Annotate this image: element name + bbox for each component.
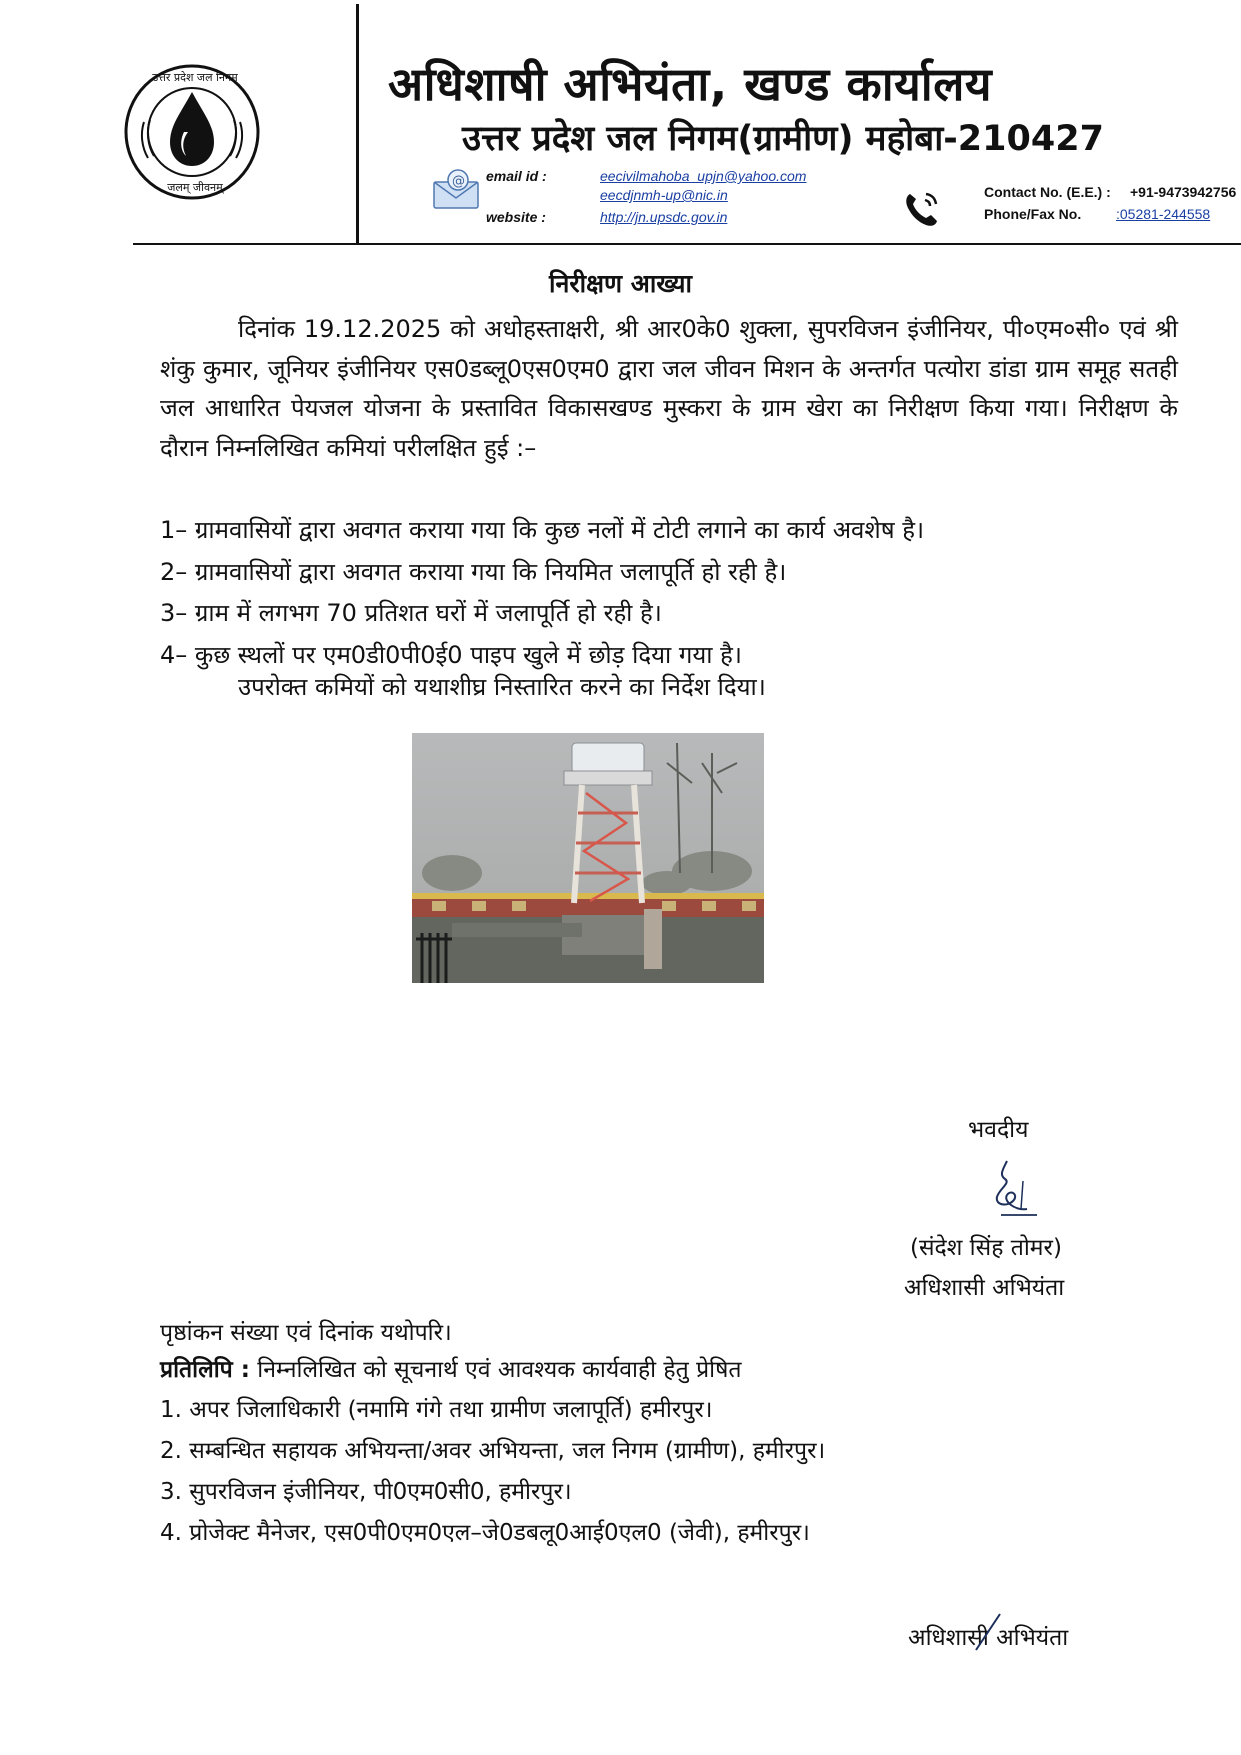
copy-recipient: 2. सम्बन्धित सहायक अभियन्ता/अवर अभियन्ता, जल निगम (ग्रामीण), हमीरपुर। — [160, 1438, 826, 1464]
email-icon — [430, 168, 482, 212]
finding-item: 3– ग्राम में लगभग 70 प्रतिशत घरों में जलापूर्ति हो रही है। — [160, 599, 662, 627]
signature — [985, 1155, 1055, 1225]
signatory-name: (संदेश सिंह तोमर) — [910, 1235, 1062, 1261]
footer-signature-mark — [972, 1612, 1002, 1652]
footer-designation: अधिशासी अभियंता — [908, 1625, 1069, 1651]
website-label: website : — [486, 209, 546, 225]
svg-text:@: @ — [452, 174, 465, 189]
copy-label: प्रतिलिपि : — [160, 1357, 250, 1383]
logo-top-text: उत्तर प्रदेश जल निगम — [152, 71, 238, 84]
signatory-designation: अधिशासी अभियंता — [904, 1275, 1065, 1301]
yours-faithfully: भवदीय — [968, 1117, 1029, 1143]
phone-label: Phone/Fax No. — [984, 206, 1082, 222]
logo-bottom-text: जलम् जीवनम् — [167, 181, 223, 194]
email-label: email id : — [486, 168, 547, 184]
phone-fax-number[interactable]: :05281-244558 — [1116, 206, 1211, 222]
website-link[interactable]: http://jn.upsdc.gov.in — [600, 209, 728, 225]
directive-line: उपरोक्त कमियों को यथाशीघ्र निस्तारित करने का निर्देश दिया। — [238, 673, 766, 701]
endorsement-line: पृष्ठांकन संख्या एवं दिनांक यथोपरि। — [160, 1320, 452, 1346]
header-vertical-divider — [356, 4, 359, 244]
water-tank-photo — [412, 733, 764, 983]
organisation-line: उत्तर प्रदेश जल निगम(ग्रामीण) महोबा-210427 — [462, 119, 1104, 159]
copy-recipient: 1. अपर जिलाधिकारी (नमामि गंगे तथा ग्रामीण जलापूर्ति) हमीरपुर। — [160, 1397, 713, 1423]
email-link-1[interactable]: eecivilmahoba_upjn@yahoo.com — [600, 168, 807, 184]
findings-list — [160, 510, 1190, 676]
copy-recipient: 3. सुपरविजन इंजीनियर, पी0एम0सी0, हमीरपुर। — [160, 1479, 572, 1505]
header-horizontal-divider — [133, 243, 1241, 245]
finding-item: 1– ग्रामवासियों द्वारा अवगत कराया गया कि कुछ नलों में टोटी लगाने का कार्य अवशेष है। — [160, 516, 925, 544]
report-paragraph: दिनांक 19.12.2025 को अधोहस्ताक्षरी, श्री आर0के0 शुक्ला, सुपरविजन इंजीनियर, पी०एम०सी० एवं श्री शंकु कुमार, जूनियर इंजीनियर एस0डब्लू0एस0एम0 द्वारा जल जीवन मिशन के अन्तर्गत पत्योरा डांडा ग्राम समूह सतही जल आधारित पेयजल योजना के प्रस्तावित विकासखण्ड मुस्करा के ग्राम खेरा का निरीक्षण किया गया। निरीक्षण के दौरान निम्नलिखित कमियां परीलक्षित हुई :– — [160, 315, 1178, 462]
copy-heading — [160, 1352, 742, 1384]
phone-icon — [902, 188, 942, 228]
email-link-2[interactable]: eecdjnmh-up@nic.in — [600, 187, 728, 203]
finding-item: 4– कुछ स्थलों पर एम0डी0पी0ई0 पाइप खुले में छोड़ दिया गया है। — [160, 640, 742, 669]
office-title: अधिशाषी अभियंता, खण्ड कार्यालय — [388, 57, 993, 111]
copy-recipient: 4. प्रोजेक्ट मैनेजर, एस0पी0एम0एल–जे0डबलू0आई0एल0 (जेवी), हमीरपुर। — [160, 1520, 810, 1546]
contact-label: Contact No. (E.E.) : — [984, 184, 1111, 200]
copy-recipients-list — [160, 1390, 825, 1554]
report-title: निरीक्षण आख्या — [549, 269, 692, 298]
finding-item: 2– ग्रामवासियों द्वारा अवगत कराया गया कि नियमित जलापूर्ति हो रही है। — [160, 557, 787, 586]
contact-number: +91-9473942756 — [1130, 184, 1237, 200]
copy-text: निम्नलिखित को सूचनार्थ एवं आवश्यक कार्यवाही हेतु प्रेषित — [257, 1357, 742, 1383]
